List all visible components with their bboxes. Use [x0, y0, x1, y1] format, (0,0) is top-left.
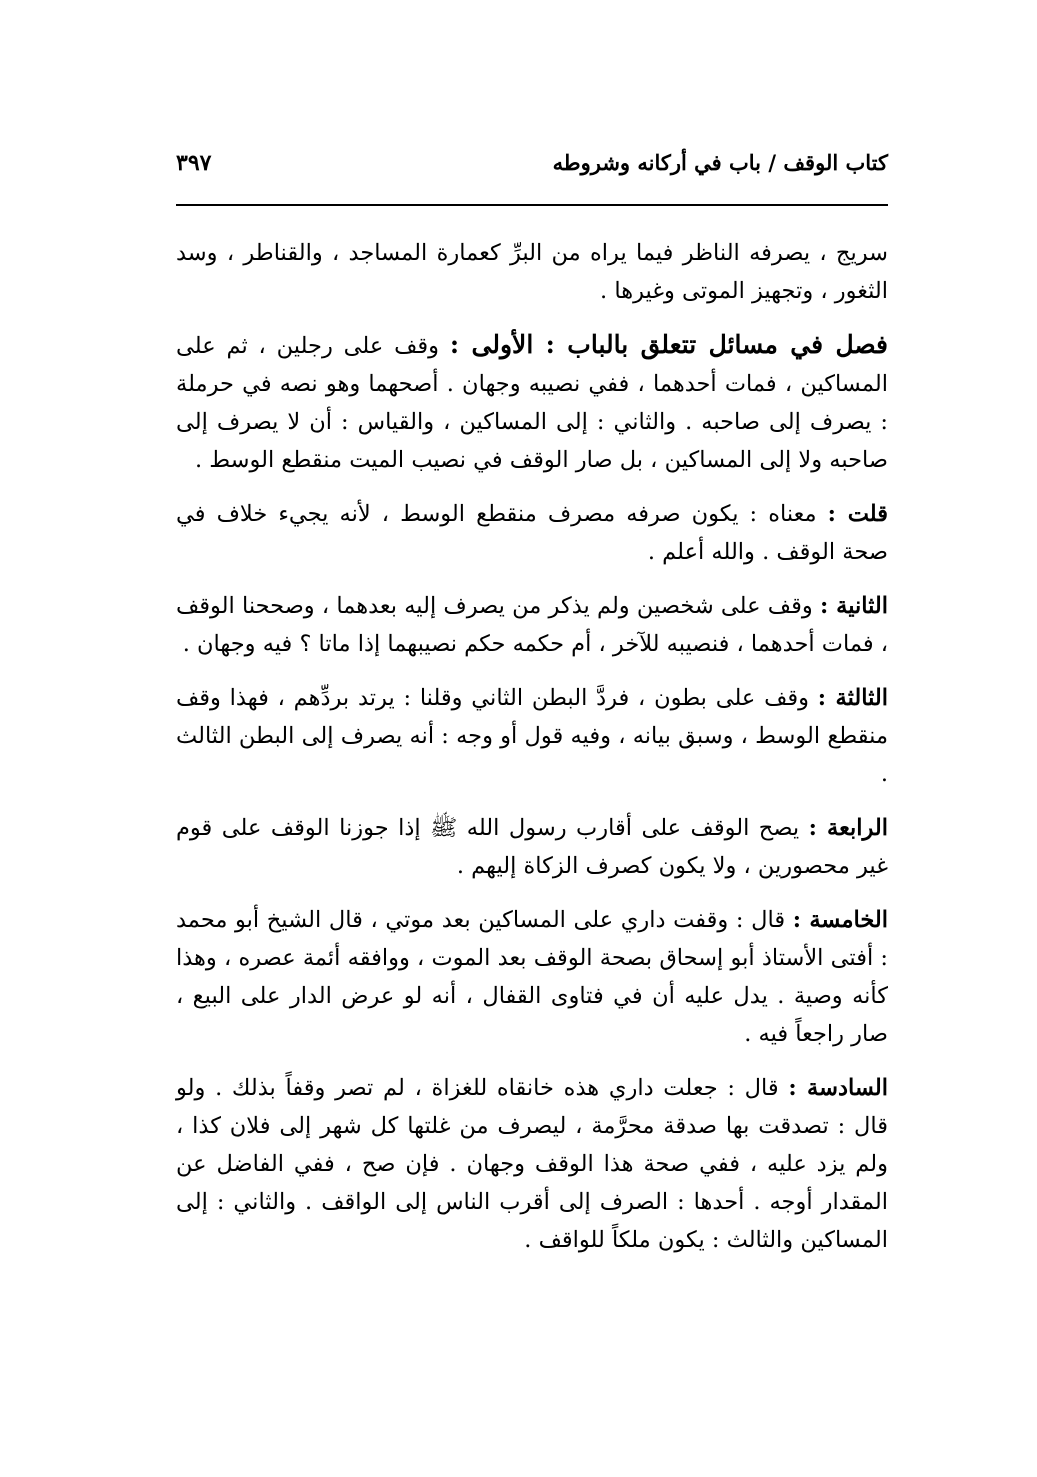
paragraph-text: يصح الوقف على أقارب رسول الله ﷺ إذا جوزنا الوقف على قوم غير محصورين ، ولا يكون كصرف الزكاة إليهم . [176, 815, 888, 879]
paragraph-section-first [176, 326, 888, 479]
header-rule [176, 204, 888, 206]
paragraph-text: قال : جعلت داري هذه خانقاه للغزاة ، لم تصر وقفاً بذلك . ولو قال : تصدقت بها صدقة محرَّمة ، ليصرف من غلتها كل شهر إلى فلان كذا ، ولم يزد عليه ، ففي صحة هذا الوقف وجهان . فإن صح ، ففي الفاضل عن المقدار أوجه . أحدها : الصرف إلى أقرب الناس إلى الواقف . والثاني : إلى المساكين والثالث : يكون ملكاً للواقف . [176, 1075, 888, 1253]
paragraph-text: معناه : يكون صرفه مصرف منقطع الوسط ، لأنه يجيء خلاف في صحة الوقف . والله أعلم . [176, 501, 888, 565]
paragraph-text: قال : وقفت داري على المساكين بعد موتي ، قال الشيخ أبو محمد : أفتى الأستاذ أبو إسحاق بصحة الوقف بعد الموت ، ووافقه أئمة عصره ، وهذا كأنه وصية . يدل عليه أن في فتاوى القفال ، أنه لو عرض الدار على البيع ، صار راجعاً فيه . [176, 907, 888, 1047]
paragraph-note [176, 495, 888, 571]
paragraph-second [176, 587, 888, 663]
page-number: ٣٩٧ [176, 150, 212, 176]
paragraph-lead: الثانية : [819, 593, 889, 619]
paragraph-text: وقف على شخصين ولم يذكر من يصرف إليه بعدهما ، وصححنا الوقف ، فمات أحدهما ، فنصيبه للآخر ، أم حكمه حكم نصيبهما إذا ماتا ؟ فيه وجهان . [176, 593, 888, 657]
paragraph-lead: قلت : [827, 501, 889, 527]
paragraph-text: وقف على بطون ، فردَّ البطن الثاني وقلنا : يرتد بردِّهم ، فهذا وقف منقطع الوسط ، وسبق بيانه ، وفيه قول أو وجه : أنه يصرف إلى البطن الثالث . [176, 685, 888, 787]
paragraph-lead: الرابعة : [808, 815, 889, 841]
paragraph-lead: السادسة : [788, 1075, 889, 1101]
paragraph-continuation [176, 234, 888, 310]
paragraph-lead: الثالثة : [817, 685, 889, 711]
book-title: كتاب الوقف / باب في أركانه وشروطه [552, 150, 888, 175]
paragraph-text: وقف على رجلين ، ثم على المساكين ، فمات أحدهما ، ففي نصيبه وجهان . أصحهما وهو نصه في حرملة : يصرف إلى صاحبه . والثاني : إلى المساكين ، والقياس : أن لا يصرف إلى صاحبه ولا إلى المساكين ، بل صار الوقف في نصيب الميت منقطع الوسط . [176, 333, 889, 473]
paragraph-fourth [176, 809, 888, 885]
paragraph-third [176, 679, 888, 793]
book-page [176, 150, 888, 1275]
running-header [176, 150, 888, 196]
paragraph-fifth [176, 901, 888, 1053]
section-heading: فصل في مسائل تتعلق بالباب : الأولى : [449, 330, 889, 359]
paragraph-lead: الخامسة : [792, 907, 889, 933]
paragraph-sixth [176, 1069, 888, 1259]
paragraph-text: سريج ، يصرفه الناظر فيما يراه من البرِّ كعمارة المساجد ، والقناطر ، وسد الثغور ، وتجهيز الموتى وغيرها . [176, 240, 888, 304]
